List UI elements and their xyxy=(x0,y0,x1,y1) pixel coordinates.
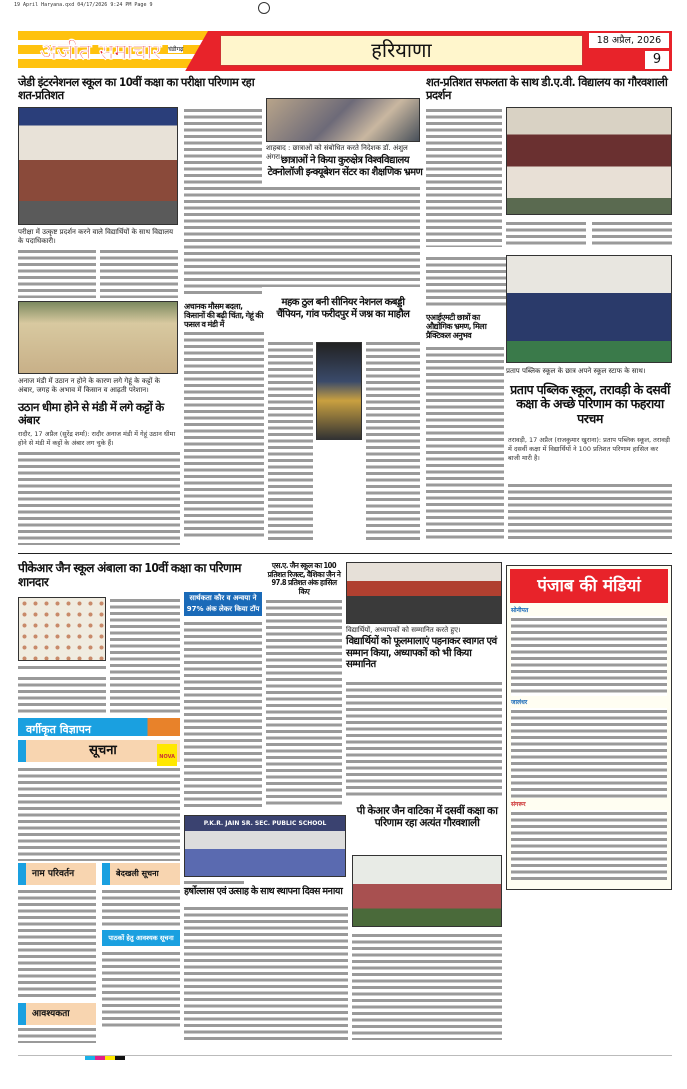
mandi-label-3: संगरूर xyxy=(511,801,526,808)
nova-badge: NOVA xyxy=(157,744,177,770)
photo-kuk xyxy=(266,98,420,142)
body-pkr-1 xyxy=(18,675,106,715)
body-jd-1 xyxy=(18,248,96,298)
body-aimt xyxy=(426,345,504,540)
naam-ads xyxy=(18,888,96,998)
section-title: हरियाणा xyxy=(371,38,432,62)
lede-uthan: रादौर, 17 अप्रैल (सुरेंद्र शर्मा): रादौर अनाज मंडी में गेहूं उठान धीमा होने से मंडी में कट्टों के अंबार लग चुके हैं। xyxy=(18,430,176,447)
photo-sthapna xyxy=(184,815,346,877)
photo-vatika xyxy=(352,855,502,927)
section-suchna xyxy=(18,740,180,762)
body-kabaddi-1 xyxy=(268,340,313,540)
body-sthapna xyxy=(184,905,348,1040)
page-number: 9 xyxy=(645,51,669,69)
bottom-rule xyxy=(18,1055,672,1056)
pathak-notice xyxy=(102,950,180,1028)
mandi-box xyxy=(506,565,672,890)
section-suchna-title: सूचना xyxy=(89,743,117,758)
headline-kuk: छात्राओं ने किया कुरुक्षेत्र विश्वविद्यालय टेक्नोलॉजी इन्क्यूबेशन सेंटर का शैक्षणिक भ्रमण xyxy=(267,155,423,178)
caption-swagat: विद्यार्थियों, अध्यापकों को सम्मानित करते हुए। xyxy=(346,626,461,634)
headline-pkr: पीकेआर जैन स्कूल अंबाला का 10वीं कक्षा का परिणाम शानदार xyxy=(18,561,241,589)
headline-vatika: पी केआर जैन वाटिका में दसवीं कक्षा का परिणाम रहा अत्यंत गौरवशाली xyxy=(356,805,498,830)
photo-pkr-toppers xyxy=(18,597,106,661)
photo-mandi xyxy=(18,301,178,374)
body-box xyxy=(184,620,262,808)
print-slug: 19 April Haryana.qxd 04/17/2026 9:24 PM Page 9 xyxy=(14,2,153,8)
photo-swagat xyxy=(346,562,502,624)
headline-pratap: प्रताप पब्लिक स्कूल, तरावड़ी के दसवीं कक्षा के अच्छे परिणाम का फहराया परचम xyxy=(510,382,670,426)
caption-kuk: शाहबाद : छात्राओं को संबोधित करते निदेशक डॉ. अंशुल अंगरा। xyxy=(266,144,408,162)
section-aavashyakta: आवश्यकता xyxy=(18,1003,96,1025)
headline-jd: जेडी इंटरनेशनल स्कूल का 10वीं कक्षा का परीक्षा परिणाम रहा शत-प्रतिशत xyxy=(18,75,255,103)
body-uthan xyxy=(18,450,180,545)
body-dav-1 xyxy=(426,107,502,247)
suchna-ads xyxy=(18,766,180,861)
caption-sthapna xyxy=(184,879,244,885)
section-title-box xyxy=(220,35,583,66)
caption-pkr xyxy=(18,664,106,672)
classifieds xyxy=(18,718,180,1043)
masthead-title: अजीत समाचार xyxy=(40,40,162,65)
photo-jd-students xyxy=(18,107,178,225)
bedakhli-ads xyxy=(102,888,180,926)
headline-mausam: अचानक मौसम बदला, किसानों की बढ़ी चिंता, गेहूं की फसल व मंडी में xyxy=(184,302,264,330)
body-kabaddi-2 xyxy=(366,340,420,540)
body-jd-2 xyxy=(100,248,178,298)
body-dav-2 xyxy=(506,220,586,248)
headline-saj: एस.ए. जैन स्कूल का 100 प्रतिशत रिजल्ट, वैशिका जैन ने 97.8 प्रतिशत अंक हासिल किए xyxy=(267,561,341,596)
mandi-rates-1 xyxy=(511,616,667,696)
headline-dav: शत-प्रतिशत सफलता के साथ डी.ए.वी. विद्यालय का गौरवशाली प्रदर्शन xyxy=(426,75,668,103)
registration-mark xyxy=(258,2,270,14)
classifieds-header xyxy=(18,718,180,736)
caption-pratap: प्रताप पब्लिक स्कूल के छात्र अपने स्कूल स्टाफ के साथ। xyxy=(506,367,646,375)
headline-sthapna: हर्षोल्लास एवं उत्साह के साथ स्थापना दिवस मनाया xyxy=(184,886,343,897)
photo-kabaddi xyxy=(316,342,362,440)
color-registration-bar xyxy=(85,1056,125,1060)
mandi-label-2: जालंधर xyxy=(511,699,528,706)
mandi-rates-2 xyxy=(511,708,667,798)
photo-pratap xyxy=(506,255,672,363)
headline-kabaddi: महक ठुल बनी सीनियर नेशनल कबड्डी चैंपियन, गांव फरीदपुर में जश्न का माहौल xyxy=(276,297,410,320)
caption-mandi: अनाज मंडी में उठान न होने के कारण लगे गेहूं के कट्टों के अंबार, जगह के अभाव में किसान व आढ़ती परेशान। xyxy=(18,377,160,395)
headline-uthan: उठान धीमा होने से मंडी में लगे कट्टों के अंबार xyxy=(18,400,164,428)
photo-dav xyxy=(506,107,672,215)
aavashyakta-ads xyxy=(18,1026,96,1043)
mandi-box-title: पंजाब की मंडियां xyxy=(510,569,668,603)
body-dav-3 xyxy=(592,220,672,248)
masthead xyxy=(18,31,672,71)
body-pkr-2 xyxy=(110,597,180,715)
masthead-city: चंडीगढ़ xyxy=(168,46,184,53)
date: 18 अप्रैल, 2026 xyxy=(589,33,669,48)
section-naam-parivartan: नाम परिवर्तन xyxy=(18,863,96,885)
body-mausam xyxy=(184,330,264,540)
headline-swagat: विद्यार्थियों को फूलमालाएं पहनाकर स्वागत एवं सम्मान किया, अध्यापकों को भी किया सम्मानित xyxy=(346,636,497,670)
body-vatika xyxy=(352,932,502,1040)
highlight-box-text: सार्थकता कौर व अन्वया ने 97% अंक लेकर किया टॉप xyxy=(186,594,260,613)
divider xyxy=(18,553,672,554)
body-saj xyxy=(266,598,342,808)
highlight-box xyxy=(184,592,262,616)
section-pathak: पाठकों हेतु आवश्यक सूचना xyxy=(102,930,180,946)
classifieds-title: वर्गीकृत विज्ञापन xyxy=(26,723,91,736)
lede-pratap: तरावड़ी, 17 अप्रैल (राजकुमार खुराना): प्रताप पब्लिक स्कूल, तरावड़ी में दसवीं कक्षा में विद्यार्थियों ने 100 प्रतिशत परिणाम हासिल कर बाजी मारी है। xyxy=(508,436,670,462)
body-kuk xyxy=(184,185,420,287)
body-swagat xyxy=(346,680,502,798)
section-bedakhli: बेदखली सूचना xyxy=(102,863,180,885)
mandi-rates-3 xyxy=(511,810,667,880)
school-banner: P.K.R. JAIN SR. SEC. PUBLIC SCHOOL xyxy=(203,820,327,827)
caption-jd: परीक्षा में उत्कृष्ट प्रदर्शन करने वाले विद्यार्थियों के साथ विद्यालय के पदाधिकारी। xyxy=(18,228,174,246)
headline-aimt: एआईएमटी छात्रों का औद्योगिक भ्रमण, मिला प्रैक्टिकल अनुभव xyxy=(426,313,487,341)
mandi-label-1: सोनीपत xyxy=(511,607,529,614)
body-pratap xyxy=(508,482,672,540)
